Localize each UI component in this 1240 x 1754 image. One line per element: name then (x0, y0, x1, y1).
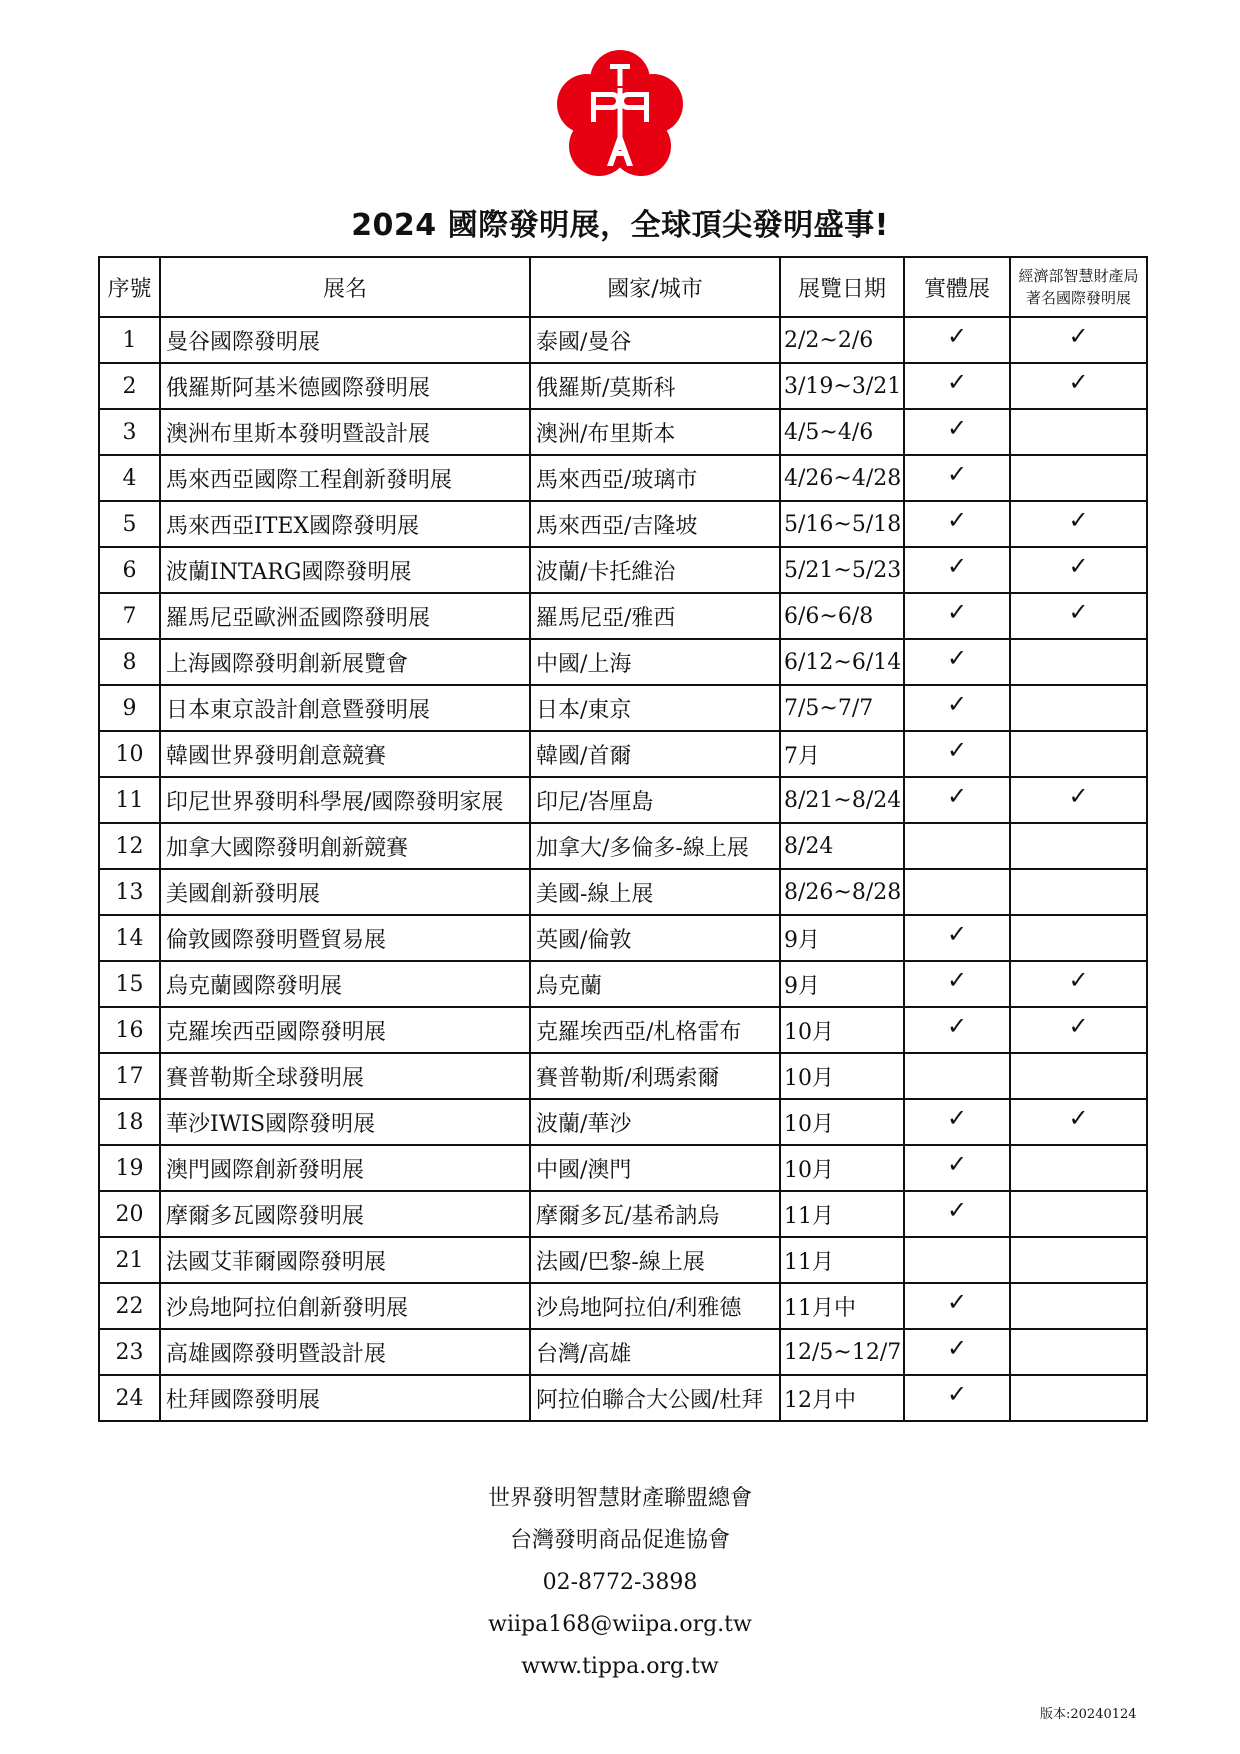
exhibition-date: 3/19~3/21 (780, 363, 904, 409)
exhibition-location: 摩爾多瓦/基希訥烏 (530, 1191, 780, 1237)
moea-cell (1010, 823, 1147, 869)
checkmark-icon: ✓ (946, 920, 968, 948)
email-address: wiipa168@wiipa.org.tw (488, 1612, 752, 1637)
exhibition-location: 波蘭/卡托維治 (530, 547, 780, 593)
checkmark-icon: ✓ (1068, 782, 1089, 810)
exhibition-location: 烏克蘭 (530, 961, 780, 1007)
physical-cell (904, 363, 1010, 409)
exhibition-location: 沙烏地阿拉伯/利雅德 (530, 1283, 780, 1329)
checkmark-icon: ✓ (1068, 1104, 1089, 1132)
exhibition-location: 中國/上海 (530, 639, 780, 685)
exhibition-name: 馬來西亞ITEX國際發明展 (160, 501, 530, 547)
header-moea (1010, 257, 1147, 317)
exhibition-date: 8/21~8/24 (780, 777, 904, 823)
checkmark-icon: ✓ (946, 1334, 968, 1362)
checkmark-icon: ✓ (1068, 598, 1089, 626)
exhibition-location: 馬來西亞/玻璃市 (530, 455, 780, 501)
row-number: 24 (99, 1375, 160, 1421)
table-row (99, 777, 1147, 823)
exhibition-date: 10月 (780, 1145, 904, 1191)
table-row (99, 547, 1147, 593)
row-number: 15 (99, 961, 160, 1007)
exhibition-name: 倫敦國際發明暨貿易展 (160, 915, 530, 961)
header-moea-line1: 經濟部智慧財產局 (1018, 267, 1139, 285)
checkmark-icon: ✓ (1068, 368, 1089, 396)
checkmark-icon: ✓ (946, 1196, 968, 1224)
moea-cell (1010, 1145, 1147, 1191)
exhibition-table-container (98, 256, 1146, 1422)
moea-cell (1010, 639, 1147, 685)
exhibition-location: 加拿大/多倫多-線上展 (530, 823, 780, 869)
table-row (99, 501, 1147, 547)
header-moea-line2: 著名國際發明展 (1025, 289, 1131, 307)
exhibition-name: 摩爾多瓦國際發明展 (160, 1191, 530, 1237)
exhibition-location: 印尼/峇厘島 (530, 777, 780, 823)
physical-cell (904, 317, 1010, 363)
row-number: 6 (99, 547, 160, 593)
checkmark-icon: ✓ (946, 782, 968, 810)
table-row (99, 961, 1147, 1007)
table-row (99, 1375, 1147, 1421)
exhibition-name: 克羅埃西亞國際發明展 (160, 1007, 530, 1053)
exhibition-name: 澳門國際創新發明展 (160, 1145, 530, 1191)
physical-cell (904, 777, 1010, 823)
moea-cell (1010, 547, 1147, 593)
exhibition-date: 2/2~2/6 (780, 317, 904, 363)
exhibition-location: 日本/東京 (530, 685, 780, 731)
table-row (99, 1237, 1147, 1283)
header-location: 國家/城市 (530, 257, 780, 317)
exhibition-name: 法國艾菲爾國際發明展 (160, 1237, 530, 1283)
exhibition-location: 克羅埃西亞/札格雷布 (530, 1007, 780, 1053)
moea-cell (1010, 1099, 1147, 1145)
checkmark-icon: ✓ (946, 598, 968, 626)
physical-cell (904, 547, 1010, 593)
exhibition-date: 5/21~5/23 (780, 547, 904, 593)
row-number: 4 (99, 455, 160, 501)
moea-cell (1010, 731, 1147, 777)
exhibition-location: 泰國/曼谷 (530, 317, 780, 363)
exhibition-date: 12月中 (780, 1375, 904, 1421)
exhibition-location: 阿拉伯聯合大公國/杜拜 (530, 1375, 780, 1421)
moea-cell (1010, 961, 1147, 1007)
physical-cell (904, 1191, 1010, 1237)
physical-cell (904, 501, 1010, 547)
exhibition-name: 烏克蘭國際發明展 (160, 961, 530, 1007)
exhibition-date: 11月 (780, 1191, 904, 1237)
checkmark-icon: ✓ (946, 966, 968, 994)
row-number: 9 (99, 685, 160, 731)
row-number: 10 (99, 731, 160, 777)
physical-cell (904, 1099, 1010, 1145)
exhibition-name: 華沙IWIS國際發明展 (160, 1099, 530, 1145)
checkmark-icon: ✓ (946, 506, 968, 534)
moea-cell (1010, 1237, 1147, 1283)
exhibition-table (98, 256, 1148, 1422)
moea-cell (1010, 1191, 1147, 1237)
checkmark-icon: ✓ (946, 644, 968, 672)
row-number: 17 (99, 1053, 160, 1099)
exhibition-date: 9月 (780, 961, 904, 1007)
moea-cell (1010, 1375, 1147, 1421)
exhibition-name: 美國創新發明展 (160, 869, 530, 915)
exhibition-date: 10月 (780, 1007, 904, 1053)
row-number: 23 (99, 1329, 160, 1375)
physical-cell (904, 823, 1010, 869)
moea-cell (1010, 685, 1147, 731)
row-number: 14 (99, 915, 160, 961)
exhibition-date: 5/16~5/18 (780, 501, 904, 547)
row-number: 12 (99, 823, 160, 869)
moea-cell (1010, 409, 1147, 455)
document-title: 2024 國際發明展，全球頂尖發明盛事! (351, 208, 889, 243)
exhibition-name: 沙烏地阿拉伯創新發明展 (160, 1283, 530, 1329)
exhibition-date: 4/5~4/6 (780, 409, 904, 455)
exhibition-date: 11月 (780, 1237, 904, 1283)
moea-cell (1010, 915, 1147, 961)
exhibition-location: 羅馬尼亞/雅西 (530, 593, 780, 639)
table-row (99, 1099, 1147, 1145)
physical-cell (904, 869, 1010, 915)
physical-cell (904, 731, 1010, 777)
exhibition-name: 俄羅斯阿基米德國際發明展 (160, 363, 530, 409)
table-header-row (99, 257, 1147, 317)
physical-cell (904, 685, 1010, 731)
exhibition-date: 8/26~8/28 (780, 869, 904, 915)
table-row (99, 915, 1147, 961)
exhibition-name: 杜拜國際發明展 (160, 1375, 530, 1421)
table-row (99, 823, 1147, 869)
physical-cell (904, 639, 1010, 685)
physical-cell (904, 961, 1010, 1007)
exhibition-location: 台灣/高雄 (530, 1329, 780, 1375)
moea-cell (1010, 593, 1147, 639)
moea-cell (1010, 455, 1147, 501)
table-body (99, 317, 1147, 1421)
exhibition-location: 中國/澳門 (530, 1145, 780, 1191)
exhibition-name: 馬來西亞國際工程創新發明展 (160, 455, 530, 501)
checkmark-icon: ✓ (946, 1288, 968, 1316)
table-row (99, 1191, 1147, 1237)
exhibition-location: 波蘭/華沙 (530, 1099, 780, 1145)
checkmark-icon: ✓ (946, 414, 968, 442)
checkmark-icon: ✓ (946, 1150, 968, 1178)
physical-cell (904, 1375, 1010, 1421)
header-date: 展覽日期 (780, 257, 904, 317)
physical-cell (904, 1007, 1010, 1053)
exhibition-date: 10月 (780, 1099, 904, 1145)
row-number: 2 (99, 363, 160, 409)
table-row (99, 1283, 1147, 1329)
version-label: 版本:20240124 (1040, 1707, 1137, 1722)
checkmark-icon: ✓ (1068, 966, 1089, 994)
table-row (99, 869, 1147, 915)
org-name-2: 台灣發明商品促進協會 (509, 1528, 730, 1553)
physical-cell (904, 1237, 1010, 1283)
header-physical: 實體展 (904, 257, 1010, 317)
physical-cell (904, 593, 1010, 639)
physical-cell (904, 455, 1010, 501)
row-number: 13 (99, 869, 160, 915)
checkmark-icon: ✓ (1068, 552, 1089, 580)
table-row (99, 685, 1147, 731)
physical-cell (904, 1329, 1010, 1375)
exhibition-date: 8/24 (780, 823, 904, 869)
checkmark-icon: ✓ (1068, 1012, 1089, 1040)
table-row (99, 1007, 1147, 1053)
exhibition-date: 6/12~6/14 (780, 639, 904, 685)
exhibition-date: 7月 (780, 731, 904, 777)
exhibition-date: 9月 (780, 915, 904, 961)
moea-cell (1010, 777, 1147, 823)
tippa-logo (555, 50, 685, 180)
physical-cell (904, 1053, 1010, 1099)
org-name-1: 世界發明智慧財產聯盟總會 (487, 1486, 752, 1511)
checkmark-icon: ✓ (946, 1104, 968, 1132)
checkmark-icon: ✓ (946, 690, 968, 718)
physical-cell (904, 1283, 1010, 1329)
physical-cell (904, 1145, 1010, 1191)
checkmark-icon: ✓ (1068, 506, 1089, 534)
table-row (99, 1145, 1147, 1191)
exhibition-name: 波蘭INTARG國際發明展 (160, 547, 530, 593)
table-row (99, 363, 1147, 409)
exhibition-location: 韓國/首爾 (530, 731, 780, 777)
moea-cell (1010, 363, 1147, 409)
exhibition-name: 賽普勒斯全球發明展 (160, 1053, 530, 1099)
exhibition-name: 曼谷國際發明展 (160, 317, 530, 363)
checkmark-icon: ✓ (946, 1012, 968, 1040)
row-number: 18 (99, 1099, 160, 1145)
physical-cell (904, 409, 1010, 455)
exhibition-location: 俄羅斯/莫斯科 (530, 363, 780, 409)
checkmark-icon: ✓ (946, 460, 968, 488)
checkmark-icon: ✓ (1068, 322, 1089, 350)
row-number: 22 (99, 1283, 160, 1329)
exhibition-date: 7/5~7/7 (780, 685, 904, 731)
table-row (99, 1053, 1147, 1099)
exhibition-location: 馬來西亞/吉隆坡 (530, 501, 780, 547)
row-number: 8 (99, 639, 160, 685)
exhibition-name: 韓國世界發明創意競賽 (160, 731, 530, 777)
moea-cell (1010, 1007, 1147, 1053)
exhibition-name: 印尼世界發明科學展/國際發明家展 (160, 777, 530, 823)
exhibition-date: 6/6~6/8 (780, 593, 904, 639)
checkmark-icon: ✓ (946, 368, 968, 396)
checkmark-icon: ✓ (946, 1380, 968, 1408)
exhibition-name: 加拿大國際發明創新競賽 (160, 823, 530, 869)
physical-cell (904, 915, 1010, 961)
header-no: 序號 (99, 257, 160, 317)
moea-cell (1010, 1053, 1147, 1099)
row-number: 11 (99, 777, 160, 823)
exhibition-location: 法國/巴黎-線上展 (530, 1237, 780, 1283)
table-row (99, 593, 1147, 639)
table-row (99, 1329, 1147, 1375)
exhibition-name: 上海國際發明創新展覽會 (160, 639, 530, 685)
row-number: 21 (99, 1237, 160, 1283)
exhibition-location: 澳洲/布里斯本 (530, 409, 780, 455)
website-url: www.tippa.org.tw (521, 1654, 719, 1679)
exhibition-location: 英國/倫敦 (530, 915, 780, 961)
moea-cell (1010, 317, 1147, 363)
moea-cell (1010, 501, 1147, 547)
row-number: 5 (99, 501, 160, 547)
exhibition-date: 12/5~12/7 (780, 1329, 904, 1375)
table-row (99, 317, 1147, 363)
exhibition-name: 日本東京設計創意暨發明展 (160, 685, 530, 731)
table-row (99, 731, 1147, 777)
moea-cell (1010, 869, 1147, 915)
exhibition-name: 澳洲布里斯本發明暨設計展 (160, 409, 530, 455)
exhibition-name: 高雄國際發明暨設計展 (160, 1329, 530, 1375)
exhibition-location: 美國-線上展 (530, 869, 780, 915)
row-number: 19 (99, 1145, 160, 1191)
checkmark-icon: ✓ (946, 552, 968, 580)
table-row (99, 455, 1147, 501)
row-number: 20 (99, 1191, 160, 1237)
table-row (99, 639, 1147, 685)
exhibition-date: 10月 (780, 1053, 904, 1099)
exhibition-date: 4/26~4/28 (780, 455, 904, 501)
moea-cell (1010, 1283, 1147, 1329)
phone-number: 02-8772-3898 (542, 1570, 698, 1595)
row-number: 7 (99, 593, 160, 639)
row-number: 1 (99, 317, 160, 363)
checkmark-icon: ✓ (946, 736, 968, 764)
exhibition-name: 羅馬尼亞歐洲盃國際發明展 (160, 593, 530, 639)
moea-cell (1010, 1329, 1147, 1375)
contact-footer (0, 1478, 1240, 1688)
exhibition-location: 賽普勒斯/利瑪索爾 (530, 1053, 780, 1099)
exhibition-date: 11月中 (780, 1283, 904, 1329)
table-row (99, 409, 1147, 455)
header-name: 展名 (160, 257, 530, 317)
checkmark-icon: ✓ (946, 322, 968, 350)
row-number: 16 (99, 1007, 160, 1053)
row-number: 3 (99, 409, 160, 455)
